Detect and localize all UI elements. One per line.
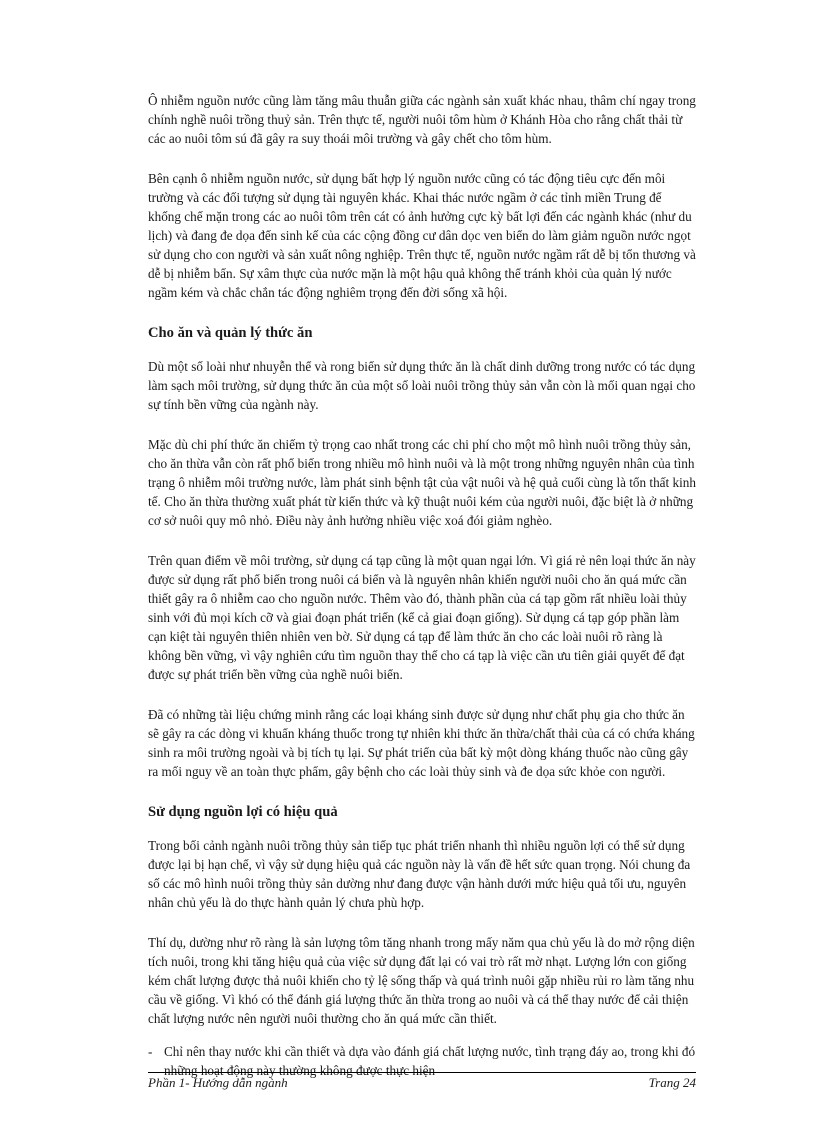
paragraph-overfeeding: Mặc dù chi phí thức ăn chiếm tỷ trọng cao nhất trong các chi phí cho một mô hình nuôi trồng thủy sản, cho ăn thừa vẫn còn rất phổ biến trong nhiều mô hình nuôi và là một trong những nguyên nhân của tình trạng ô nhiễm môi trường nước, làm phát sinh bệnh tật của vật nuôi và hệ quả cuối cùng là tổn thất kinh tế. Cho ăn thừa thường xuất phát từ kiến thức và kỹ thuật nuôi kém của người nuôi, đặc biệt là ở những cơ sở nuôi quy mô nhỏ. Điều này ảnh hưởng nhiều việc xoá đói giảm nghèo. <box>148 437 696 528</box>
footer-divider <box>148 1072 696 1073</box>
paragraph-water-pollution-conflict: Ô nhiễm nguồn nước cũng làm tăng mâu thuẫn giữa các ngành sản xuất khác nhau, thâm chí ngay trong chính nghề nuôi trồng thuỷ sản. Trên thực tế, người nuôi tôm hùm ở Khánh Hòa cho rằng chất thải từ các ao nuôi tôm sú đã gây ra suy thoái môi trường và gây chết cho tôm hùm. <box>148 93 696 146</box>
section-heading-resource-efficiency: Sử dụng nguồn lợi có hiệu quả <box>148 804 338 820</box>
paragraph-feed-use: Dù một số loài như nhuyễn thể và rong biển sử dụng thức ăn là chất dinh dưỡng trong nước có tác dụng làm sạch môi trường, sử dụng thức ăn của một số loài nuôi trồng thủy sản vẫn còn là mối quan ngại cho sự tính bền vững của ngành này. <box>148 359 696 412</box>
section-heading-feeding: Cho ăn và quản lý thức ăn <box>148 325 313 341</box>
paragraph-water-use: Bên cạnh ô nhiễm nguồn nước, sử dụng bất hợp lý nguồn nước cũng có tác động tiêu cực đến môi trường và các đối tượng sử dụng tài nguyên khác. Khai thác nước ngầm ở các tỉnh miền Trung để khống chế mặn trong các ao nuôi tôm trên cát có ảnh hưởng cực kỳ bất lợi đến các ngành khác (như du lịch) và đang đe dọa đến sinh kế của các cộng đồng cư dân dọc ven biển do làm giảm nguồn nước ngọt sử dụng cho con người và sản xuất nông nghiệp. Trên thực tế, nguồn nước ngầm rất dễ bị tổn thương và dễ bị nhiễm bẩn. Sự xâm thực của nước mặn là một hậu quả không thể tránh khỏi của quản lý nước ngầm kém và chắc chắn tác động nghiêm trọng đến đời sống xã hội. <box>148 171 696 300</box>
paragraph-antibiotics: Đã có những tài liệu chứng minh rằng các loại kháng sinh được sử dụng như chất phụ gia cho thức ăn sẽ gây ra các dòng vi khuẩn kháng thuốc trong tự nhiên khi thức ăn thừa/chất thải của cá có chứa kháng sinh ra môi trường ngoài và bị tích tụ lại. Sự phát triển của bất kỳ một dòng kháng thuốc nào cũng gây ra mối nguy về an toàn thực phẩm, gây bệnh cho các loài thủy sinh và đe dọa sức khỏe con người. <box>148 707 695 779</box>
page-footer <box>148 1072 696 1092</box>
paragraph-trash-fish: Trên quan điểm về môi trường, sử dụng cá tạp cũng là một quan ngại lớn. Vì giá rẻ nên loại thức ăn này được sử dụng rất phổ biến trong nuôi cá biển và là nguyên nhân khiến người nuôi cho ăn quá mức cần thiết gây ra ô nhiễm cao cho nguồn nước. Thêm vào đó, thành phần của cá tạp gồm rất nhiều loài thủy sinh với đủ mọi kích cỡ và giai đoạn phát triển (kể cả giai đoạn giống). Sử dụng cá tạp góp phần làm cạn kiệt tài nguyên thiên nhiên ven bờ. Sử dụng cá tạp để làm thức ăn cho các loài nuôi rõ ràng là không bền vững, vì vậy nghiên cứu tìm nguồn thay thế cho cá tạp là việc cần ưu tiên giải quyết để đạt được sự phát triển bền vững của nghề nuôi biển. <box>148 553 696 682</box>
bullet-text: Chỉ nên thay nước khi cần thiết và dựa vào đánh giá chất lượng nước, tình trạng đáy ao, trong khi đó những hoạt động này thường không được thực hiện <box>164 1044 696 1078</box>
bullet-dash: - <box>148 1044 153 1059</box>
footer-section-title: Phần 1- Hướng dẫn ngành <box>148 1075 288 1090</box>
paragraph-resource-context: Trong bối cảnh ngành nuôi trồng thủy sản tiếp tục phát triển nhanh thì nhiều nguồn lợi có thể sử dụng được lại bị hạn chế, vì vậy sử dụng hiệu quả các nguồn này là vấn đề hết sức quan trọng. Nói chung đa số các mô hình nuôi trồng thủy sản dường như đang được vận hành dưới mức hiệu quả tối ưu, nguyên nhân chủ yếu là do thực hành quản lý chưa phù hợp. <box>148 838 691 910</box>
page-body <box>148 91 696 1080</box>
page-number: Trang 24 <box>648 1075 696 1090</box>
paragraph-shrimp-example: Thí dụ, dường như rõ ràng là sản lượng tôm tăng nhanh trong mấy năm qua chủ yếu là do mở rộng diện tích nuôi, trong khi tăng hiệu quả của việc sử dụng đất lại có vai trò rất mờ nhạt. Lượng lớn con giống kém chất lượng được thả nuôi khiến cho tỷ lệ sống thấp và quá trình nuôi gặp nhiều rủi ro làm tăng nhu cầu về giống. Vì khó có thể đánh giá lượng thức ăn thừa trong ao nuôi và cá thể thay nước để cải thiện chất lượng nước nên người nuôi thường cho ăn quá mức cần thiết. <box>148 935 695 1026</box>
